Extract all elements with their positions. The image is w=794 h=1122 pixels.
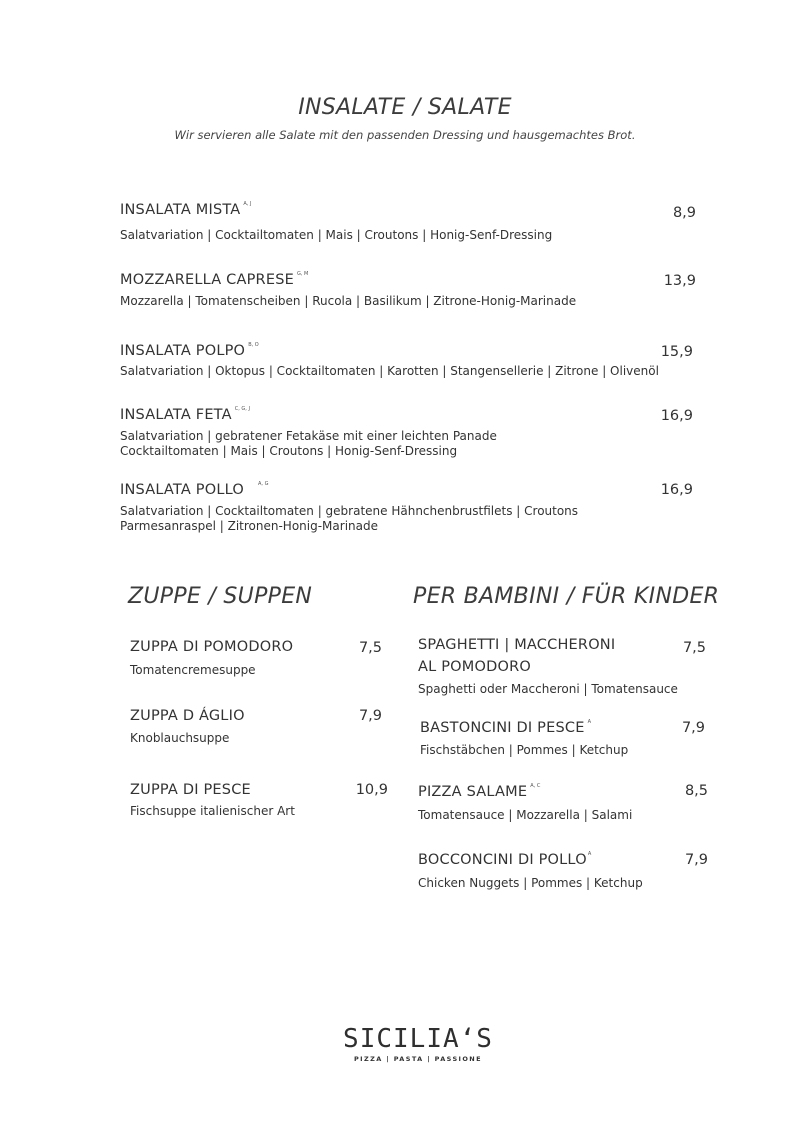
allergen-note: G, M: [296, 271, 309, 277]
menu-item-description: Knoblauchsuppe: [130, 731, 230, 745]
menu-item-name: INSALATA POLLO $^{A, G}$: [120, 481, 269, 498]
menu-item-description: Salatvariation | Cocktailtomaten | Mais | Croutons | Honig-Senf-Dressing: [120, 228, 553, 242]
menu-item-price: 13,9: [663, 273, 696, 289]
suppen-title: ZUPPE / SUPPEN: [128, 584, 313, 609]
menu-item-description: Cocktailtomaten | Mais | Croutons | Honig-Senf-Dressing: [120, 444, 458, 458]
allergen-note: A, G: [258, 481, 269, 487]
allergen-note: B, O: [248, 342, 259, 348]
menu-item-name: BASTONCINI DI PESCE $^A$: [420, 719, 591, 736]
menu-item-price: 7,5: [358, 640, 382, 656]
menu-item-name: BOCCONCINI DI $POLLO^A$: [418, 851, 592, 868]
menu-item-price: 7,5: [682, 640, 706, 656]
menu-item-name: SPAGHETTI | MACCHERONI: [418, 637, 616, 653]
menu-item-description: Salatvariation | Cocktailtomaten | gebratene Hähnchenbrustfilets | Croutons: [120, 504, 579, 518]
menu-item-price: 8,9: [672, 205, 696, 221]
menu-item-name: ZUPPA DI POMODORO: [130, 639, 294, 655]
allergen-note: C, G, J: [234, 406, 250, 412]
menu-item-price: 7,9: [681, 720, 705, 736]
menu-item-description: Mozzarella | Tomatenscheiben | Rucola | Basilikum | Zitrone-Honig-Marinade: [120, 294, 577, 308]
menu-item-name: INSALATA FETA $^{C, G, J}$: [120, 406, 250, 423]
menu-item-name: ZUPPA DI PESCE: [130, 782, 251, 798]
menu-item-price: 16,9: [660, 482, 693, 498]
logo-tagline: PIZZA | PASTA | PASSIONE: [354, 1055, 482, 1063]
menu-item-name: AL POMODORO: [418, 659, 531, 675]
allergen-note: A, C: [530, 783, 541, 789]
menu-item-name: MOZZARELLA CAPRESE $^{G, M}$: [120, 271, 309, 288]
menu-item-name: PIZZA SALAME $^{A, C}$: [418, 783, 541, 800]
kinder-title: PER BAMBINI / FÜR KINDER: [413, 584, 720, 609]
allergen-note: A: [587, 851, 592, 857]
menu-item-description: Fischstäbchen | Pommes | Ketchup: [420, 743, 629, 757]
menu-item-description: Chicken Nuggets | Pommes | Ketchup: [418, 876, 643, 890]
menu-item-name: ZUPPA D ÁGLIO: [130, 708, 245, 724]
menu-item-description: Fischsuppe italienischer Art: [130, 804, 295, 818]
allergen-note: A: [587, 719, 591, 725]
allergen-note: A, J: [243, 201, 252, 207]
menu-item-description: Salatvariation | gebratener Fetakäse mit einer leichten Panade: [120, 429, 497, 443]
menu-item-name: INSALATA MISTA $^{A, J}$: [120, 201, 252, 218]
menu-item-price: 15,9: [660, 344, 693, 360]
menu-item-description: Parmesanraspel | Zitronen-Honig-Marinade: [120, 519, 378, 533]
menu-item-price: 8,5: [684, 783, 708, 799]
logo-wordmark: SICILIA‘S: [343, 1024, 493, 1054]
menu-item-price: 10,9: [355, 782, 388, 798]
menu-item-description: Spaghetti oder Maccheroni | Tomatensauce: [418, 682, 678, 696]
salate-subtitle: Wir servieren alle Salate mit den passenden Dressing und hausgemachtes Brot.: [174, 128, 636, 142]
menu-item-price: 7,9: [358, 708, 382, 724]
menu-item-price: 16,9: [660, 408, 693, 424]
menu-item-description: Salatvariation | Oktopus | Cocktailtomaten | Karotten | Stangensellerie | Zitrone | Olivenöl: [120, 364, 659, 378]
menu-item-description: Tomatensauce | Mozzarella | Salami: [418, 808, 633, 822]
menu-item-price: 7,9: [684, 852, 708, 868]
menu-item-name: INSALATA POLPO $^{B, O}$: [120, 342, 259, 359]
menu-item-description: Tomatencremesuppe: [130, 663, 256, 677]
salate-title: INSALATE / SALATE: [298, 95, 512, 120]
